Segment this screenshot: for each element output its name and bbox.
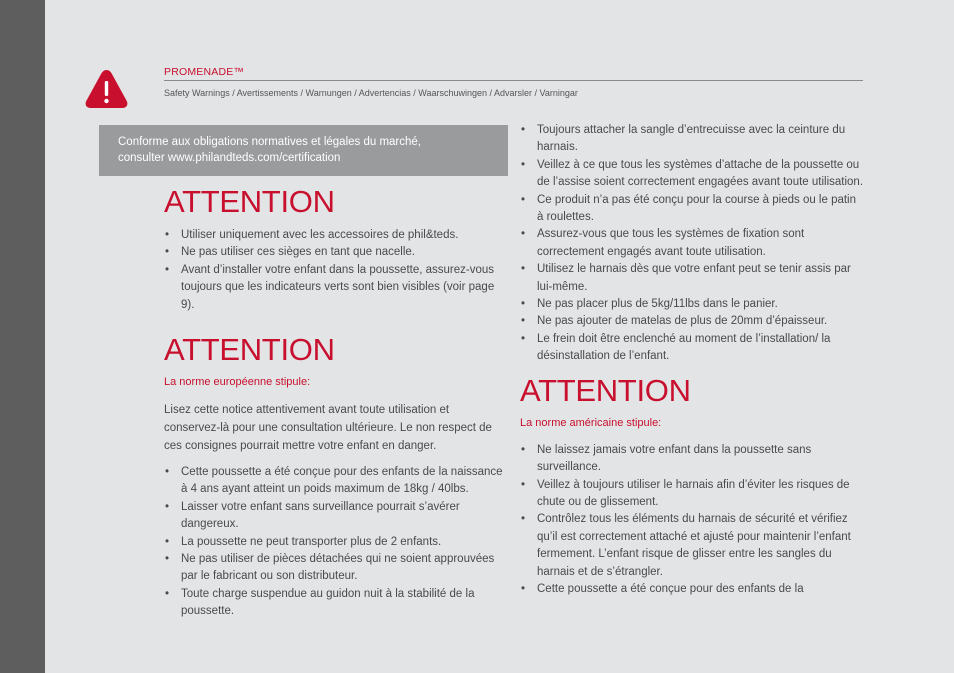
section-title: ATTENTION — [164, 332, 335, 368]
warning-triangle-icon — [84, 68, 129, 110]
certification-notice — [99, 125, 508, 176]
left-column — [164, 182, 508, 621]
notice-line-1: Conforme aux obligations normatives et légales du marché, — [118, 136, 421, 148]
list-item: • Cette poussette a été conçue pour des enfants de la — [520, 581, 865, 598]
list-item: • Le frein doit être enclenché au moment de l’installation/ la désinstallation de l’enfant. — [520, 331, 865, 366]
warning-list — [520, 442, 865, 599]
list-item: • Assurez-vous que tous les systèmes de fixation sont correctement engagés avant toute utilisation. — [520, 226, 865, 261]
warning-list — [520, 122, 865, 366]
section-subtitle: La norme américaine stipule: — [520, 416, 662, 429]
warning-list — [164, 227, 508, 314]
list-item: • Contrôlez tous les éléments du harnais de sécurité et vérifiez qu’il est correctement attaché et ajusté pour maintenir l’enfant fermement. L’enfant risque de glisser entre les sangles du harnais et de s’étrangler. — [520, 511, 865, 581]
list-item: • Cette poussette a été conçue pour des enfants de la naissance à 4 ans ayant atteint un poids maximum de 18kg / 40lbs. — [164, 464, 508, 499]
list-item: • Utiliser uniquement avec les accessoires de phil&teds. — [164, 227, 508, 244]
list-item: • Avant d’installer votre enfant dans la poussette, assurez-vous toujours que les indicateurs verts sont bien visibles (voir page 9). — [164, 262, 508, 314]
section-title: ATTENTION — [520, 372, 691, 408]
list-item: • Toute charge suspendue au guidon nuit à la stabilité de la poussette. — [164, 586, 508, 621]
notice-line-2: consulter www.philandteds.com/certification — [118, 152, 341, 164]
intro-paragraph: Lisez cette notice attentivement avant toute utilisation et conservez-là pour une consultation ultérieure. Le non respect de ces consignes pourrait mettre votre enfant en danger. — [164, 404, 492, 453]
list-item: • Veillez à ce que tous les systèmes d’attache de la poussette ou de l’assise soient correctement engagées avant toute utilisation. — [520, 157, 865, 192]
list-item: • Ne pas ajouter de matelas de plus de 20mm d’épaisseur. — [520, 313, 865, 330]
header-subtitle: Safety Warnings / Avertissements / Warnungen / Advertencias / Waarschuwingen / Advarsler / Varningar — [164, 88, 578, 98]
warning-list — [164, 464, 508, 621]
brand-name: PROMENADE™ — [164, 66, 245, 78]
header-divider — [164, 80, 863, 81]
list-item: • Ce produit n’a pas été conçu pour la course à pieds ou le patin à roulettes. — [520, 192, 865, 227]
list-item: • Utilisez le harnais dès que votre enfant peut se tenir assis par lui-même. — [520, 261, 865, 296]
list-item: • Veillez à toujours utiliser le harnais afin d’éviter les risques de chute ou de glissement. — [520, 477, 865, 512]
list-item: • Ne pas utiliser de pièces détachées qui ne soient approuvées par le fabricant ou son distributeur. — [164, 551, 508, 586]
left-margin-bar — [0, 0, 45, 673]
list-item: • La poussette ne peut transporter plus de 2 enfants. — [164, 534, 508, 551]
list-item: • Toujours attacher la sangle d’entrecuisse avec la ceinture du harnais. — [520, 122, 865, 157]
list-item: • Ne pas placer plus de 5kg/11lbs dans le panier. — [520, 296, 865, 313]
list-item: • Laisser votre enfant sans surveillance pourrait s’avérer dangereux. — [164, 499, 508, 534]
section-title: ATTENTION — [164, 184, 335, 219]
list-item: • Ne laissez jamais votre enfant dans la poussette sans surveillance. — [520, 442, 865, 477]
right-column — [520, 122, 865, 598]
list-item: • Ne pas utiliser ces sièges en tant que nacelle. — [164, 244, 508, 261]
section-subtitle: La norme européenne stipule: — [164, 376, 311, 389]
